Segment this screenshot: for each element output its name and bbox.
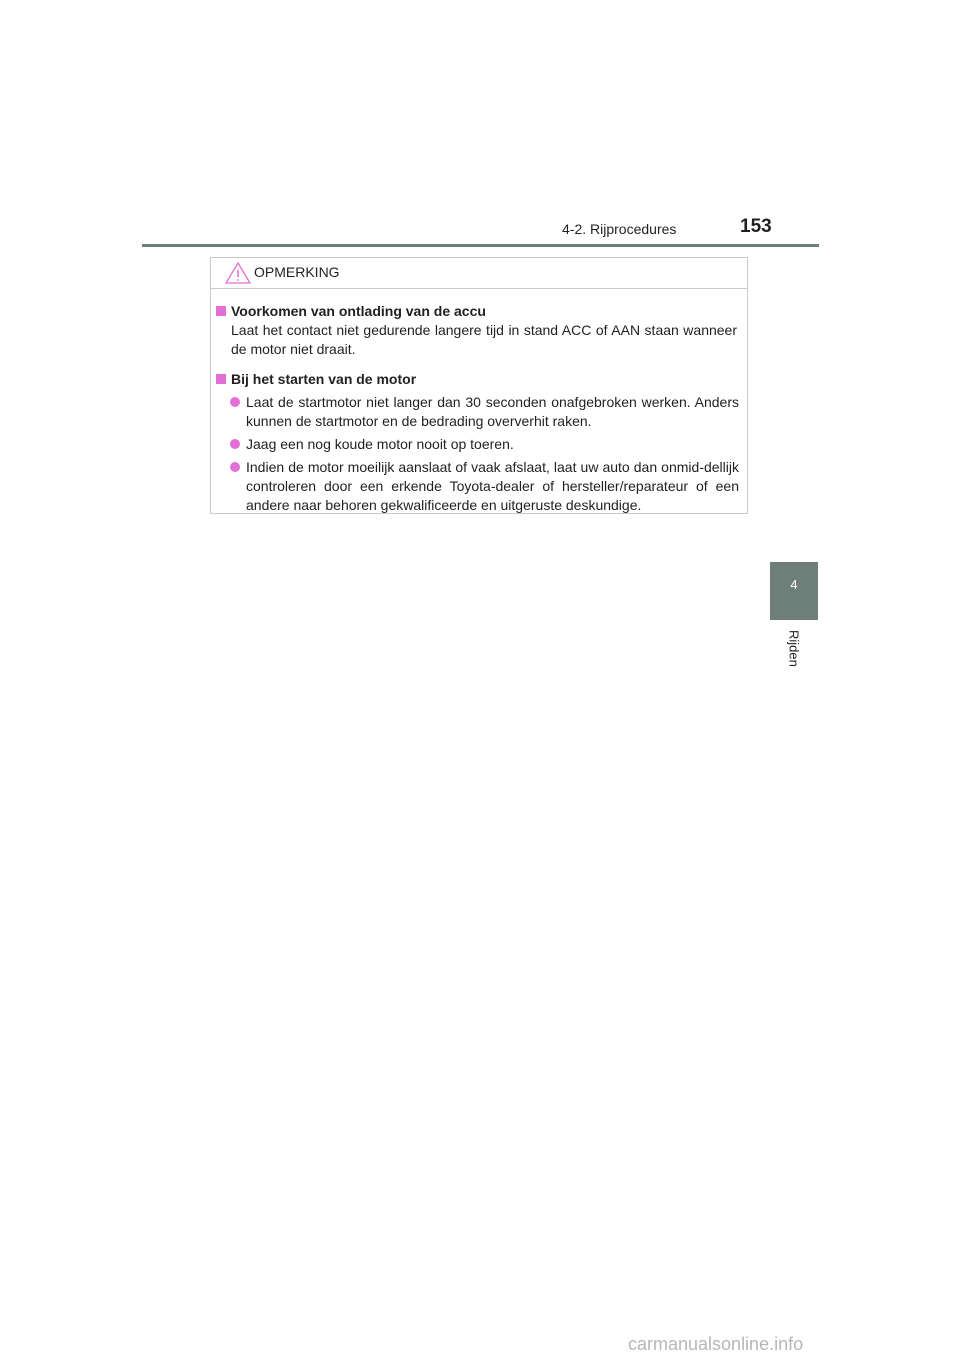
- circle-bullet-icon: [230, 439, 240, 449]
- notice-box: [210, 257, 748, 514]
- list-item: Laat de startmotor niet langer dan 30 seconden onafgebroken werken. Anders kunnen de startmotor en de bedrading oververhit raken.: [215, 393, 741, 431]
- notice-body: [211, 289, 747, 515]
- square-bullet-icon: [216, 306, 226, 316]
- circle-bullet-icon: [230, 462, 240, 472]
- topic-heading: Bij het starten van de motor: [231, 371, 417, 387]
- chapter-tab: 4: [770, 562, 818, 620]
- chapter-label: Rijden: [786, 630, 802, 667]
- square-bullet-icon: [216, 374, 226, 384]
- warning-triangle-icon: [225, 261, 251, 285]
- notice-header: [211, 258, 747, 289]
- list-item: Jaag een nog koude motor nooit op toeren.: [215, 435, 741, 454]
- topic-battery: [215, 301, 741, 359]
- topic-text: Laat het contact niet gedurende langere tijd in stand ACC of AAN staan wanneer de motor niet draait.: [231, 322, 737, 357]
- watermark: carmanualsonline.info: [628, 1334, 804, 1354]
- page-number: 153: [740, 216, 772, 237]
- notice-title: OPMERKING: [254, 264, 340, 280]
- list-item: Indien de motor moeilijk aanslaat of vaak afslaat, laat uw auto dan onmid-dellijk controleren door een erkende Toyota-dealer of hersteller/reparateur of een andere naar behoren gekwalificeerde en uitgeruste deskundige.: [215, 458, 741, 515]
- header-section-title: 4-2. Rijprocedures: [562, 221, 677, 237]
- circle-bullet-icon: [230, 397, 240, 407]
- topic-heading: Voorkomen van ontlading van de accu: [231, 303, 486, 319]
- header-rule: [142, 244, 819, 247]
- topic-starting: [215, 369, 741, 515]
